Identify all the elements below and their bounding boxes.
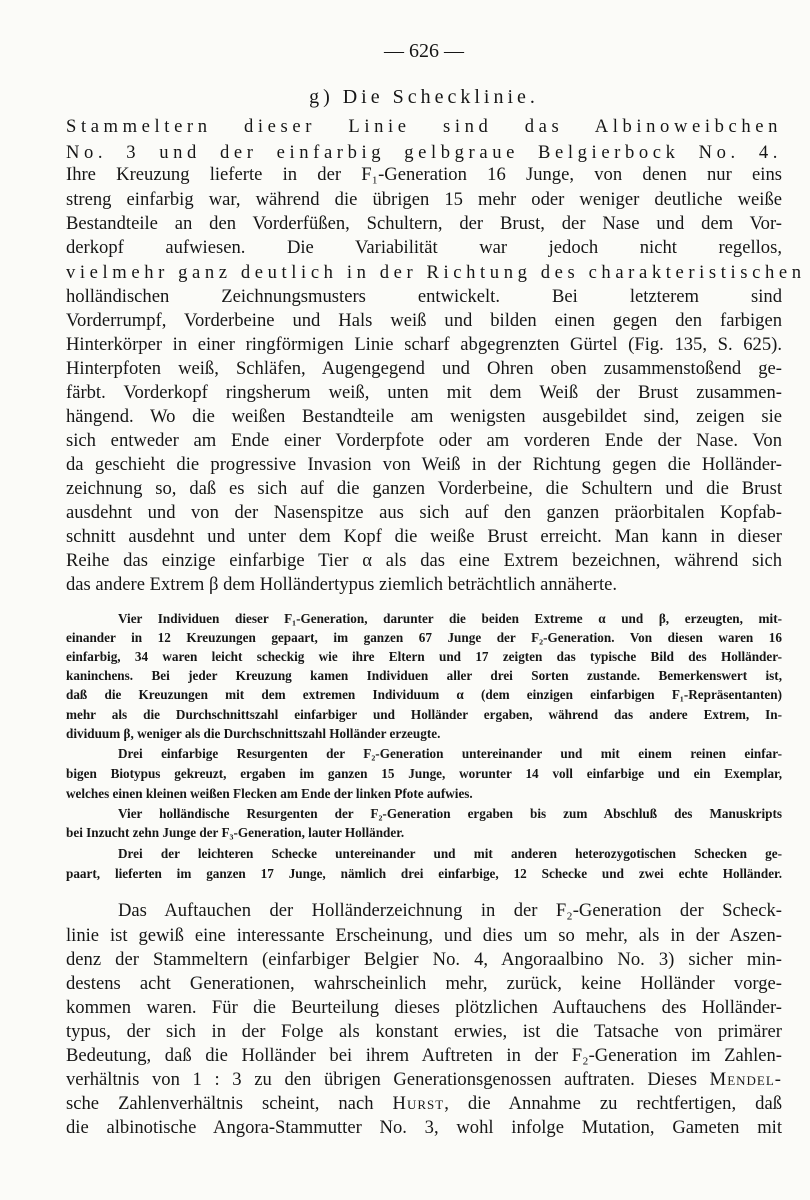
text-line: Hinterkörper in einer ringförmigen Linie scharf abgegrenzten Gürtel (Fig. 135, S. 625).: [66, 334, 782, 355]
text-line: streng einfarbig war, während die übrigen 15 mehr oder weniger deutliche weiße: [66, 189, 782, 210]
text-line: [66, 1093, 782, 1115]
text-line: färbt. Vorderkopf ringsherum weiß, unten mit dem Weiß der Brust zusammen-: [66, 382, 782, 403]
small-line: dividuum β, weniger als die Durchschnittszahl Holländer erzeugte.: [66, 726, 441, 741]
text-line: zeichnung so, daß es sich auf die ganzen Vorderbeine, die Schultern und die Brust: [66, 478, 782, 499]
text-segment: sche Zahlenverhältnis scheint, nach: [66, 1093, 374, 1114]
text-line: Reihe das einzige einfarbige Tier α als das eine Extrem bezeichnen, während sich: [66, 550, 782, 571]
text-line: No. 3 und der einfarbig gelbgraue Belgierbock No. 4.: [66, 142, 782, 163]
text-line: die albinotische Angora-Stammutter No. 3, wohl infolge Mutation, Gameten mit: [66, 1117, 782, 1138]
small-line: Drei der leichteren Schecke untereinander und mit anderen heterozygotischen Schecken ge-: [118, 846, 782, 861]
text-segment: , die Annahme zu rechtfertigen, daß: [444, 1093, 782, 1114]
text-line: schnitt ausdehnt und unter dem Kopf die weiße Brust erreicht. Man kann in dieser: [66, 526, 782, 547]
small-line: bigen Biotypus gekreuzt, ergaben im ganzen 15 Junge, worunter 14 voll einfarbige und ein Exemplar,: [66, 766, 782, 781]
small-line: einfarbig, 34 waren leicht scheckig wie ihre Eltern und 17 zeigten das typische Bild des Holländer-: [66, 649, 782, 664]
page-number: — 626 —: [384, 40, 464, 62]
small-line: kaninchens. Bei jeder Kreuzung kamen Individuen aller drei Sorten zustande. Bemerkenswert ist,: [66, 668, 782, 683]
small-line: einander in 12 Kreuzungen gepaart, im ganzen 67 Junge der F₂-Generation. Von diesen waren 16: [66, 630, 782, 645]
small-line: bei Inzucht zehn Junge der F₃-Generation, lauter Holländer.: [66, 825, 405, 840]
text-line: sich entweder am Ende einer Vorderpfote oder am vorderen Ende der Nase. Von: [66, 430, 782, 451]
small-line: paart, lieferten im ganzen 17 Junge, nämlich drei einfarbige, 12 Schecke und zwei echte Holländer.: [66, 866, 782, 881]
small-line: mehr als die Durchschnittszahl einfarbiger und Holländer ergaben, während das andere Extrem, In-: [66, 707, 782, 722]
text-line: derkopf aufwiesen. Die Variabilität war jedoch nicht regellos,: [66, 237, 782, 258]
text-line: ausdehnt und von der Nasenspitze aus sich auf den ganzen präorbitalen Kopfab-: [66, 502, 782, 523]
text-line: denz der Stammeltern (einfarbiger Belgier No. 4, Angoraalbino No. 3) sicher min-: [66, 949, 782, 970]
small-line: Drei einfarbige Resurgenten der F₂-Generation untereinander und mit einem reinen einfar-: [118, 746, 782, 761]
small-line: welches einen kleinen weißen Flecken am Ende der linken Pfote aufwies.: [66, 786, 473, 801]
text-line: Bestandteile an den Vorderfüßen, Schultern, der Brust, der Nase und dem Vor-: [66, 213, 782, 234]
small-line: daß die Kreuzungen mit dem extremen Individuum α (dem einzigen einfarbigen F₁-Repräsentanten): [66, 687, 782, 702]
text-line: das andere Extrem β dem Holländertypus ziemlich beträchtlich annäherte.: [66, 574, 618, 595]
small-line: Vier Individuen dieser F₁-Generation, darunter die beiden Extreme α und β, erzeugten, mit-: [118, 611, 782, 626]
text-line: [66, 1069, 782, 1091]
text-line: hängend. Wo die weißen Bestandteile am wenigsten ausgebildet sind, zeigen sie: [66, 406, 782, 427]
author-name-mendel: Mendel-: [709, 1069, 782, 1090]
text-line: Bedeutung, daß die Holländer bei ihrem Auftreten in der F₂-Generation im Zahlen-: [66, 1045, 782, 1066]
text-line: typus, der sich in der Folge als konstant erwies, ist die Tatsache von primärer: [66, 1021, 782, 1042]
author-name-hurst: Hurst: [392, 1093, 445, 1114]
text-line: destens acht Generationen, wahrscheinlich mehr, zurück, keine Holländer vorge-: [66, 973, 782, 994]
text-line: Vorderrumpf, Vorderbeine und Hals weiß und bilden einen gegen den farbigen: [66, 310, 782, 331]
text-segment: verhältnis von 1 : 3 zu den übrigen Generationsgenossen auftraten. Dieses: [66, 1069, 697, 1090]
text-line: linie ist gewiß eine interessante Erscheinung, und dies um so mehr, als in der Aszen-: [66, 925, 782, 946]
text-line: Das Auftauchen der Holländerzeichnung in der F₂-Generation der Scheck-: [118, 900, 782, 921]
section-heading: g) Die Schecklinie.: [309, 86, 539, 108]
text-line: Hinterpfoten weiß, Schläfen, Augengegend und Ohren oben zusammenstoßend ge-: [66, 358, 782, 379]
text-line: da geschieht die progressive Invasion von Weiß in der Richtung gegen die Holländer-: [66, 454, 782, 475]
small-line: Vier holländische Resurgenten der F₂-Generation ergaben bis zum Abschluß des Manuskripts: [118, 806, 782, 821]
text-line: holländischen Zeichnungsmusters entwickelt. Bei letzterem sind: [66, 286, 782, 307]
text-line: kommen waren. Für die Beurteilung dieses plötzlichen Auftauchens des Holländer-: [66, 997, 782, 1018]
text-line: vielmehr ganz deutlich in der Richtung des charakteristischen: [66, 262, 806, 283]
text-line: Ihre Kreuzung lieferte in der F₁-Generation 16 Junge, von denen nur eins: [66, 164, 782, 185]
text-line: Stammeltern dieser Linie sind das Albinoweibchen: [66, 116, 782, 137]
